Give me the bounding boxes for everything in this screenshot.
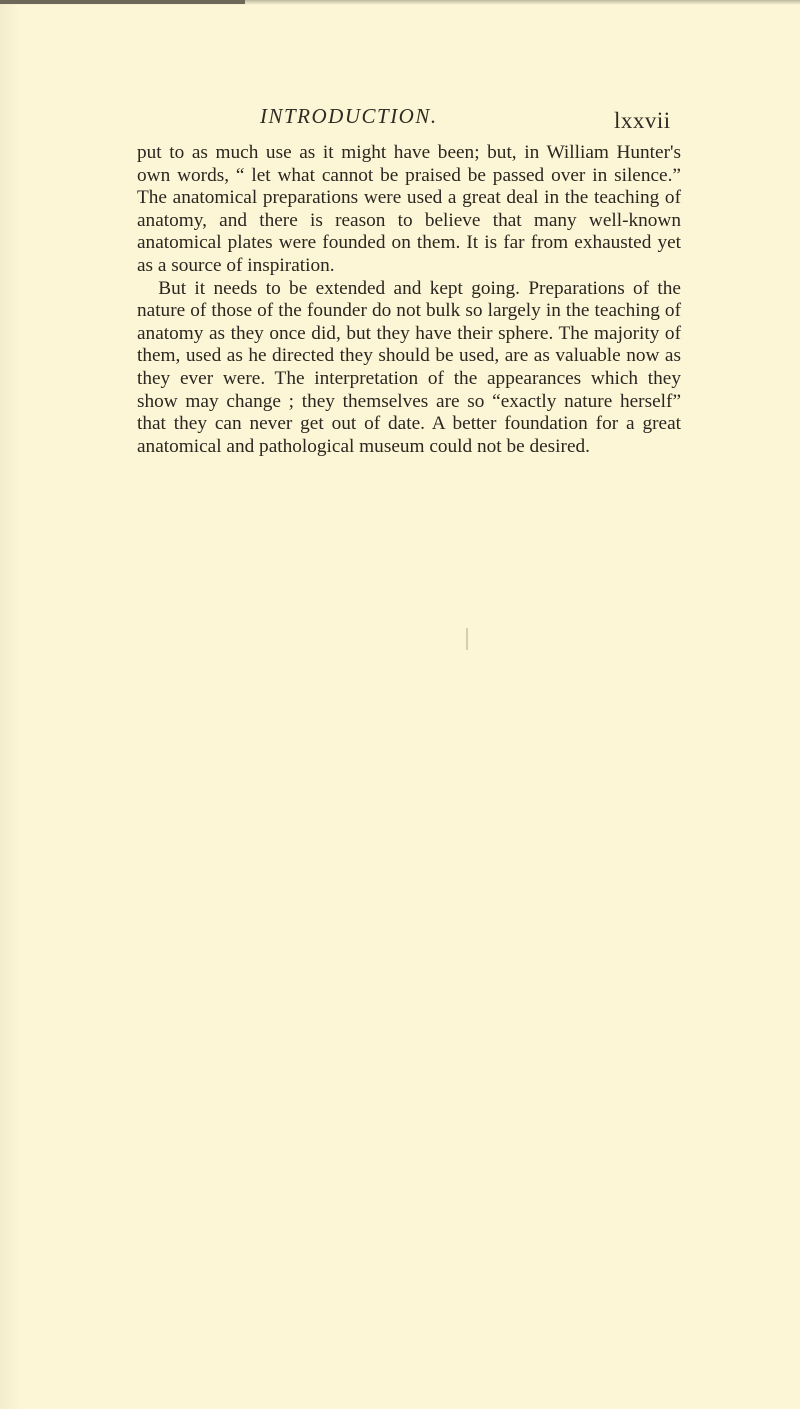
paragraph-2: But it needs to be extended and kept going. Preparations of the nature of those of the founder do not bulk so largely in the teaching of anatomy as they once did, but they have their sphere. The majority of them, used as he directed they should be used, are as valuable now as they ever were. The interpretation of the appearances which they show may change ; they themselves are so “exactly nature herself” that they can never get out of date. A better foundation for a great anatomical and pathological museum could not be desired. (137, 277, 681, 457)
faint-page-mark (466, 628, 468, 650)
page-number: lxxvii (614, 108, 671, 133)
page-top-edge (0, 0, 245, 4)
running-title: INTRODUCTION. (260, 104, 438, 128)
running-head (0, 104, 800, 140)
paragraph-1: put to as much use as it might have been; but, in William Hunter's own words, “ let what cannot be praised be passed over in silence.” The anatomical preparations were used a great deal in the teaching of anatomy, and there is reason to believe that many well-known anatomical plates were founded on them. It is far from exhausted yet as a source of inspiration. (137, 142, 681, 276)
body-text (137, 142, 681, 458)
